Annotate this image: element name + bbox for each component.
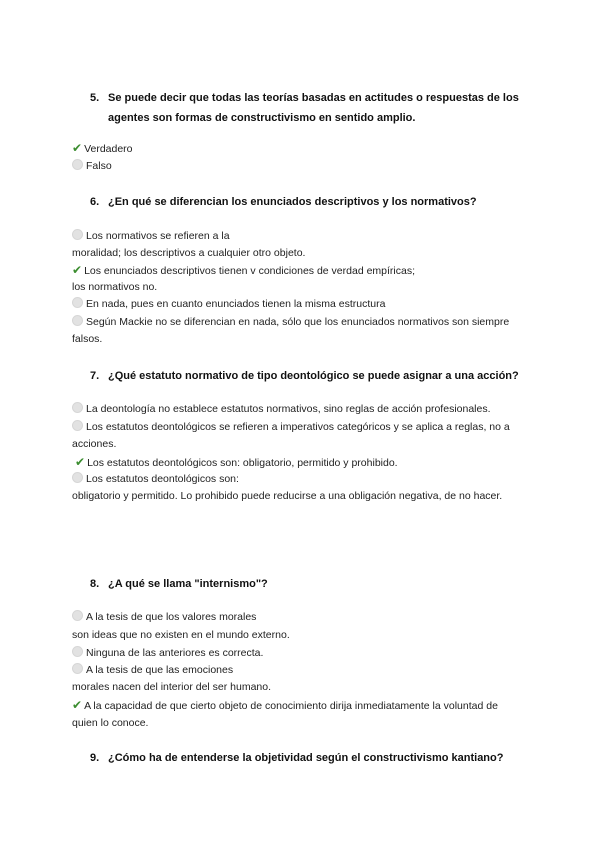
option-label: son ideas que no existen en el mundo externo.	[72, 629, 290, 641]
answer-line[interactable]	[72, 296, 385, 314]
radio-circle-icon	[72, 663, 83, 674]
answer-line[interactable]	[72, 228, 230, 246]
answer-line	[72, 245, 305, 263]
radio-circle-icon	[72, 315, 83, 326]
answer-line[interactable]	[72, 609, 256, 627]
option-label: A la capacidad de que cierto objeto de conocimiento dirija inmediatamente la voluntad de	[84, 700, 498, 712]
answer-line[interactable]	[72, 662, 233, 680]
radio-circle-icon	[72, 610, 83, 621]
option-label: A la tesis de que las emociones	[86, 664, 234, 676]
question-number: 8.	[90, 578, 100, 590]
question-8	[90, 574, 530, 594]
radio-circle-icon	[72, 297, 83, 308]
option-true[interactable]	[72, 140, 133, 159]
answer-line	[72, 715, 148, 733]
option-label: Verdadero	[84, 143, 133, 155]
answer-line[interactable]	[75, 454, 398, 473]
answer-line[interactable]	[72, 401, 491, 419]
option-label: Los estatutos deontológicos son: obligatorio, permitido y prohibido.	[87, 457, 398, 469]
answer-line	[72, 679, 271, 697]
option-label: acciones.	[72, 438, 117, 450]
question-number: 7.	[90, 370, 100, 382]
answer-line[interactable]	[72, 697, 498, 716]
option-label: En nada, pues en cuanto enunciados tienen la misma estructura	[86, 298, 386, 310]
radio-circle-icon	[72, 420, 83, 431]
option-label: Los estatutos deontológicos son:	[86, 473, 239, 485]
option-label: Los estatutos deontológicos se refieren a imperativos categóricos y se aplica a reglas, no a	[86, 421, 510, 433]
question-text: ¿Cómo ha de entenderse la objetividad según el constructivismo kantiano?	[108, 752, 504, 764]
option-label: La deontología no establece estatutos normativos, sino reglas de acción profesionales.	[86, 403, 491, 415]
option-label: Falso	[86, 160, 112, 172]
question-number: 9.	[90, 752, 100, 764]
option-label: los normativos no.	[72, 281, 158, 293]
checkmark-icon: ✔	[72, 263, 83, 277]
question-text-cont: agentes son formas de constructivismo en sentido amplio.	[108, 112, 416, 124]
option-label: Los enunciados descriptivos tienen v condiciones de verdad empíricas;	[84, 265, 416, 277]
answer-line[interactable]	[72, 645, 263, 663]
question-5	[90, 88, 530, 128]
answer-line	[72, 279, 157, 297]
answer-line[interactable]	[72, 419, 510, 437]
option-label: Según Mackie no se diferencian en nada, sólo que los enunciados normativos son siempre	[86, 316, 510, 328]
answer-line	[72, 436, 116, 454]
checkmark-icon: ✔	[72, 698, 83, 712]
option-label: morales nacen del interior del ser humano.	[72, 681, 272, 693]
answer-line	[72, 488, 502, 506]
answer-line	[72, 627, 290, 645]
answer-line[interactable]	[72, 262, 415, 281]
radio-circle-icon	[72, 229, 83, 240]
option-label: A la tesis de que los valores morales	[86, 611, 257, 623]
answer-line[interactable]	[72, 471, 239, 489]
question-7	[90, 366, 530, 386]
question-text: Se puede decir que todas las teorías basadas en actitudes o respuestas de los	[108, 92, 519, 104]
option-label: obligatorio y permitido. Lo prohibido puede reducirse a una obligación negativa, de no hacer.	[72, 490, 503, 502]
question-text: ¿Qué estatuto normativo de tipo deontológico se puede asignar a una acción?	[108, 370, 519, 382]
option-label: Los normativos se refieren a la	[86, 230, 230, 242]
question-9	[90, 748, 530, 768]
question-number: 6.	[90, 196, 100, 208]
question-text: ¿En qué se diferencian los enunciados descriptivos y los normativos?	[108, 196, 477, 208]
option-false[interactable]	[72, 158, 112, 176]
radio-circle-icon	[72, 159, 83, 170]
option-label: moralidad; los descriptivos a cualquier otro objeto.	[72, 247, 306, 259]
radio-circle-icon	[72, 646, 83, 657]
answer-line	[72, 331, 102, 349]
question-number: 5.	[90, 92, 100, 104]
question-6	[90, 192, 530, 212]
question-text: ¿A qué se llama "internismo"?	[108, 578, 268, 590]
radio-circle-icon	[72, 402, 83, 413]
radio-circle-icon	[72, 472, 83, 483]
option-label: quien lo conoce.	[72, 717, 149, 729]
option-label: Ninguna de las anteriores es correcta.	[86, 647, 264, 659]
checkmark-icon: ✔	[75, 455, 86, 469]
checkmark-icon: ✔	[72, 141, 83, 155]
answer-line[interactable]	[72, 314, 509, 332]
option-label: falsos.	[72, 333, 103, 345]
